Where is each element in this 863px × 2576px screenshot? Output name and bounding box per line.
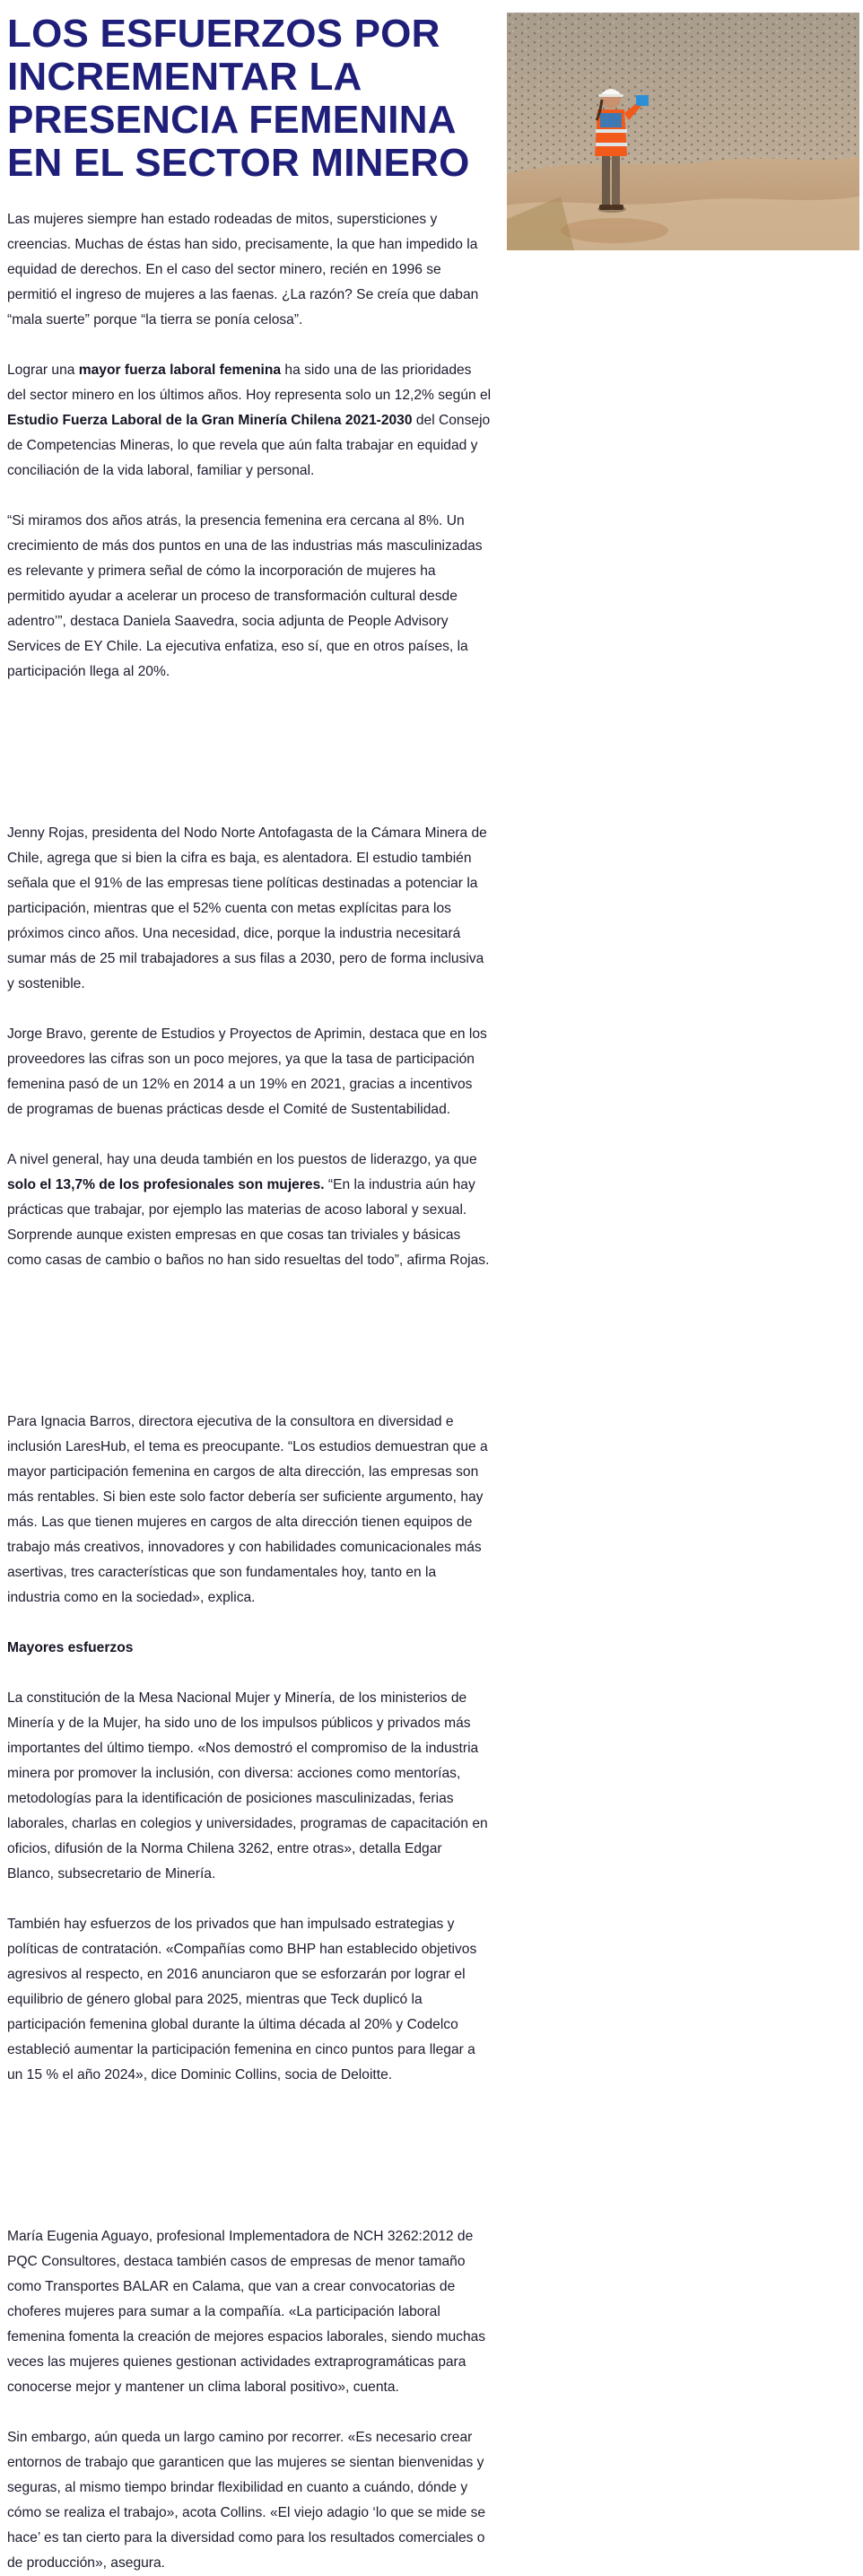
section-heading: Mayores esfuerzos bbox=[7, 1640, 134, 1655]
article-headline: LOS ESFUERZOS POR INCREMENTAR LA PRESENCIA FEMENINA EN EL SECTOR MINERO bbox=[7, 12, 470, 185]
paragraph-6: A nivel general, hay una deuda también en los puestos de liderazgo, ya que solo el 13,7% de los profesionales son mujeres. “En la industria aún hay prácticas que trabajar, por ejemplo las materias de acoso laboral y sexual. Sorprende aunque existen empresas en que cosas tan triviales y básicas como casas de cambio o baños no han sido resueltas del todo”, afirma Rojas. bbox=[7, 1152, 490, 1268]
article bbox=[7, 13, 492, 2576]
bold-phrase: solo el 13,7% de los profesionales son mujeres. bbox=[7, 1177, 325, 1192]
paragraph-2: Lograr una mayor fuerza laboral femenina ha sido una de las prioridades del sector minero en los últimos años. Hoy representa solo un 12,2% según el Estudio Fuerza Laboral de la Gran Minería Chilena 2021-2030 del Consejo de Competencias Mineras, lo que revela que aún falta trabajar en equidad y conciliación de la vida laboral, familiar y personal. bbox=[7, 362, 492, 478]
paragraph-10: María Eugenia Aguayo, profesional Implementadora de NCH 3262:2012 de PQC Consultores, destaca también casos de empresas de menor tamaño como Transportes BALAR en Calama, que van a crear convocatorias de choferes mujeres para sumar a la compañía. «La participación laboral femenina fomenta la creación de mejores espacios laborales, siendo muchas veces las mujeres quienes gestionan actividades extraprogramáticas para conocerse mejor y mantener un clima laboral positivo», cuenta. bbox=[7, 2229, 486, 2395]
paragraph-5: Jorge Bravo, gerente de Estudios y Proyectos de Aprimin, destaca que en los proveedores las cifras son un poco mejores, ya que la tasa de participación femenina pasó de un 12% en 2014 a un 19% en 2021, gracias a incentivos de programas de buenas prácticas desde el Comité de Sustentabilidad. bbox=[7, 1026, 487, 1117]
paragraph-8: La constitución de la Mesa Nacional Mujer y Minería, de los ministerios de Minería y de la Mujer, ha sido uno de los impulsos públicos y privados más importantes del último tiempo. «Nos demostró el compromiso de la industria minera por promover la inclusión, con diversa: acciones como mentorías, metodologías para la identificación de posiciones masculinizadas, ferias laborales, charlas en colegios y universidades, programas de capacitación en oficios, difusión de la Norma Chilena 3262, entre otras», detalla Edgar Blanco, subsecretario de Minería. bbox=[7, 1690, 488, 1882]
paragraph-4: Jenny Rojas, presidenta del Nodo Norte Antofagasta de la Cámara Minera de Chile, agrega que si bien la cifra es baja, es alentadora. El estudio también señala que el 91% de las empresas tiene políticas destinadas a potenciar la participación, mientras que el 52% cuenta con metas explícitas para los próximos cinco años. Una necesidad, dice, porque la industria necesitará sumar más de 25 mil trabajadores a sus filas a 2030, pero de forma inclusiva y sostenible. bbox=[7, 825, 487, 991]
paragraph-7: Para Ignacia Barros, directora ejecutiva de la consultora en diversidad e inclusión LaresHub, el tema es preocupante. “Los estudios demuestran que a mayor participación femenina en cargos de alta dirección, las empresas son más rentables. Si bien este solo factor debería ser suficiente argumento, hay más. Las que tienen mujeres en cargos de alta dirección tienen equipos de trabajo más creativos, innovadores y con habilidades comunicacionales más asertivas, tres características que son fundamentales hoy, tanto en la industria como en la sociedad», explica. bbox=[7, 1414, 488, 1605]
paragraph-1: Las mujeres siempre han estado rodeadas de mitos, supersticiones y creencias. Muchas de éstas han sido, precisamente, la que han impedido la equidad de derechos. En el caso del sector minero, recién en 1996 se permitió el ingreso de mujeres a las faenas. ¿La razón? Se creía que daban “mala suerte” porque “la tierra se ponía celosa”. bbox=[7, 212, 479, 327]
mining-worker-illustration bbox=[507, 13, 859, 250]
bold-phrase: mayor fuerza laboral femenina bbox=[78, 362, 282, 378]
bold-phrase: Estudio Fuerza Laboral de la Gran Minería Chilena 2021-2030 bbox=[7, 413, 413, 428]
article-photo bbox=[507, 13, 859, 250]
paragraph-9: También hay esfuerzos de los privados que han impulsado estrategias y políticas de contratación. «Compañías como BHP han establecido objetivos agresivos al respecto, en 2016 anunciaron que se esforzarán por lograr el equilibrio de género global para 2025, mientras que Teck duplicó la participación femenina global durante la última década al 20% y Codelco estableció aumentar la participación femenina en cinco puntos para llegar a un 15 % el año 2024», dice Dominic Collins, socia de Deloitte. bbox=[7, 1917, 477, 2083]
paragraph-11: Sin embargo, aún queda un largo camino por recorrer. «Es necesario crear entornos de trabajo que garanticen que las mujeres se sientan bienvenidas y seguras, al mismo tiempo brindar flexibilidad en cuanto a cuándo, dónde y cómo se realiza el trabajo», acota Collins. «El viejo adagio ‘lo que se mide se hace’ es tan cierto para la diversidad como para los resultados comerciales o de producción», asegura. bbox=[7, 2430, 486, 2571]
paragraph-3: “Si miramos dos años atrás, la presencia femenina era cercana al 8%. Un crecimiento de más dos puntos en una de las industrias más masculinizadas es relevante y primera señal de cómo la incorporación de mujeres ha permitido ayudar a acelerar un proceso de transformación cultural desde adentro’”, destaca Daniela Saavedra, socia adjunta de People Advisory Services de EY Chile. La ejecutiva enfatiza, eso sí, que en otros países, la participación llega al 20%. bbox=[7, 513, 483, 679]
